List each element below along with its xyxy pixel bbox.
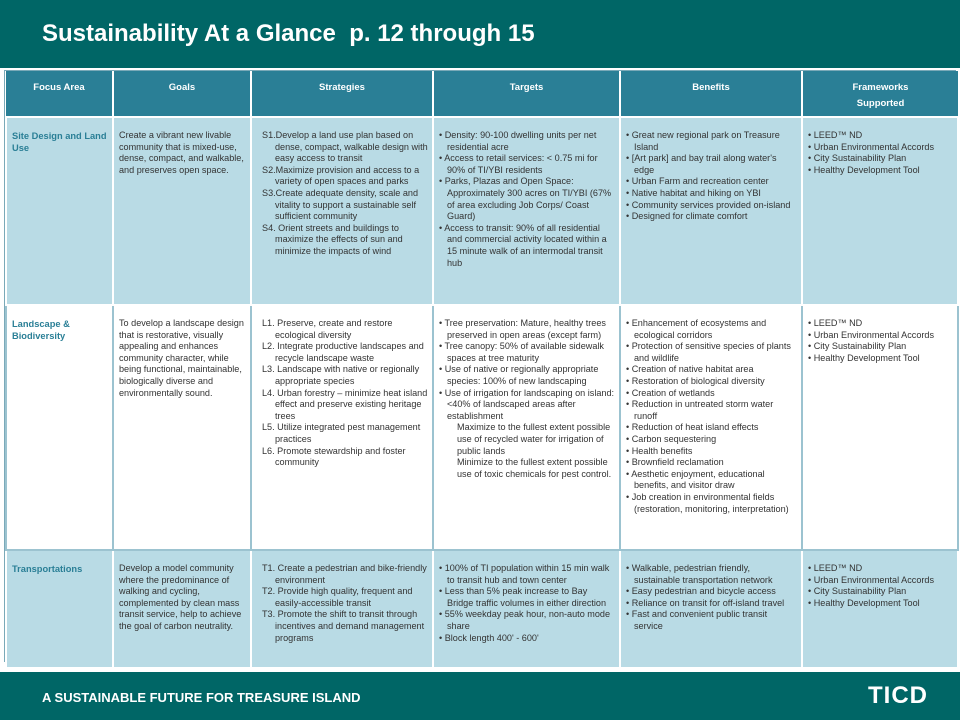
- target-item: • Tree preservation: Mature, healthy trees preserved in open areas (except farm): [439, 318, 606, 340]
- goals-cell: Create a vibrant new livable community that is mixed-use, dense, compact, and walkable, and preserves open space.: [113, 117, 251, 305]
- footer-bar: [0, 672, 960, 720]
- strategy-item: S1.Develop a land use plan based on dense, compact, walkable design with easy access to transit: [262, 130, 428, 164]
- title-bar: [0, 0, 960, 68]
- benefit-item: • Restoration of biological diversity: [626, 375, 765, 386]
- focus-area-cell: Site Design and Land Use: [6, 117, 113, 305]
- strategies-cell: [251, 550, 433, 668]
- strategies-cell: [251, 117, 433, 305]
- strategy-item: L4. Urban forestry – minimize heat island effect and preserve existing heritage trees: [262, 387, 428, 421]
- target-subitem: Maximize to the fullest extent possible use of recycled water for irrigation of public lands: [457, 422, 611, 456]
- benefit-item: • Aesthetic enjoyment, educational benefits, and visitor draw: [626, 468, 765, 491]
- frameworks-cell: [802, 550, 958, 668]
- benefit-item: • [Art park] and bay trail along water's edge: [626, 153, 777, 175]
- table-row: [6, 550, 958, 668]
- strategy-item: L6. Promote stewardship and foster community: [262, 445, 406, 468]
- column-header-focus-area: Focus Area: [6, 71, 113, 117]
- target-item: • Density: 90-100 dwelling units per net residential acre: [439, 130, 597, 152]
- column-header-benefits: Benefits: [620, 71, 802, 117]
- targets-cell: [433, 117, 620, 305]
- framework-item: • LEED™ ND: [808, 130, 863, 140]
- benefit-item: • Easy pedestrian and bicycle access: [626, 586, 776, 597]
- table-row: [6, 305, 958, 550]
- frameworks-cell: [802, 117, 958, 305]
- table-header-row: [6, 71, 958, 117]
- benefits-cell: [620, 550, 802, 668]
- benefit-item: • Walkable, pedestrian friendly, sustainable transportation network: [626, 563, 773, 585]
- framework-item: • City Sustainability Plan: [808, 341, 907, 352]
- focus-area-cell: Transportations: [6, 550, 113, 668]
- strategy-item: L5. Utilize integrated pest management practices: [262, 422, 421, 444]
- benefit-item: • Reduction of heat island effects: [626, 422, 759, 433]
- framework-item: • LEED™ ND: [808, 563, 863, 573]
- target-item: • Block length 400' - 600': [439, 632, 539, 643]
- target-item: • 100% of TI population within 15 min walk to transit hub and town center: [439, 563, 610, 585]
- goals-cell: Develop a model community where the predominance of walking and cycling, complemented by clean mass transit service, help to achieve the goal of carbon neutrality.: [113, 550, 251, 668]
- goals-cell: To develop a landscape design that is restorative, visually appealing and enhances community character, while being functional, maintainable, biologically diverse and environmentally sound.: [113, 305, 251, 550]
- benefit-item: • Carbon sequestering: [626, 433, 717, 444]
- framework-item: • LEED™ ND: [808, 318, 863, 328]
- slide-title: Sustainability At a Glance p. 12 through 15: [42, 20, 535, 47]
- framework-item: • Urban Environmental Accords: [808, 141, 935, 152]
- framework-item: • Healthy Development Tool: [808, 597, 920, 608]
- benefits-cell: [620, 117, 802, 305]
- column-header-targets: Targets: [433, 71, 620, 117]
- benefit-item: • Health benefits: [626, 445, 693, 456]
- benefit-item: • Protection of sensitive species of plants and wildlife: [626, 341, 791, 363]
- benefit-item: • Community services provided on-island: [626, 199, 791, 210]
- benefit-item: • Reliance on transit for off-island travel: [626, 597, 785, 608]
- benefit-item: • Brownfield reclamation: [626, 457, 724, 468]
- strategy-item: S2.Maximize provision and access to a variety of open spaces and parks: [262, 164, 420, 187]
- table-row: [6, 117, 958, 305]
- benefit-item: • Job creation in environmental fields (restoration, monitoring, interpretation): [626, 491, 789, 514]
- benefit-item: • Native habitat and hiking on YBI: [626, 187, 761, 198]
- target-item: • Less than 5% peak increase to Bay Bridge traffic volumes in either direction: [439, 586, 607, 608]
- benefit-item: • Designed for climate comfort: [626, 211, 748, 222]
- strategy-item: S3.Create adequate density, scale and vitality to support a sustainable self sufficient community: [262, 187, 419, 222]
- focus-area-cell: Landscape & Biodiversity: [6, 305, 113, 550]
- target-item: • Access to retail services: < 0.75 mi for 90% of TI/YBI residents: [439, 153, 598, 175]
- target-item: • Tree canopy: 50% of available sidewalk spaces at tree maturity: [439, 341, 604, 363]
- framework-item: • Urban Environmental Accords: [808, 574, 935, 585]
- benefit-item: • Enhancement of ecosystems and ecological corridors: [626, 318, 767, 340]
- sustainability-table: [4, 70, 956, 662]
- target-subitem: Minimize to the fullest extent possible use of toxic chemicals for pest control.: [457, 457, 612, 479]
- benefits-cell: [620, 305, 802, 550]
- framework-item: • Healthy Development Tool: [808, 164, 920, 175]
- strategies-cell: [251, 305, 433, 550]
- benefit-item: • Urban Farm and recreation center: [626, 176, 769, 187]
- column-header-frameworks: Frameworks Supported: [802, 71, 958, 117]
- framework-item: • Urban Environmental Accords: [808, 329, 935, 340]
- column-header-strategies: Strategies: [251, 71, 433, 117]
- framework-item: • City Sustainability Plan: [808, 586, 907, 597]
- target-item: • Use of native or regionally appropriate species: 100% of new landscaping: [439, 364, 599, 386]
- benefit-item: • Great new regional park on Treasure Island: [626, 130, 780, 152]
- strategy-item: L1. Preserve, create and restore ecological diversity: [262, 318, 393, 340]
- benefit-item: • Creation of native habitat area: [626, 364, 754, 375]
- frameworks-cell: [802, 305, 958, 550]
- target-item: • 55% weekday peak hour, non-auto mode share: [439, 609, 611, 631]
- targets-cell: [433, 550, 620, 668]
- table: [5, 71, 959, 669]
- strategy-item: L2. Integrate productive landscapes and recycle landscape waste: [262, 341, 424, 363]
- framework-item: • Healthy Development Tool: [808, 352, 920, 363]
- target-item: • Parks, Plazas and Open Space: Approximately 300 acres on TI/YBI (67% of area excluding Job Corps/ Coast Guard): [439, 176, 612, 222]
- column-header-goals: Goals: [113, 71, 251, 117]
- strategy-item: T2. Provide high quality, frequent and easily-accessible transit: [262, 586, 413, 608]
- strategy-item: S4. Orient streets and buildings to maximize the effects of sun and minimize the impacts of wind: [262, 222, 403, 256]
- strategy-item: T3. Promote the shift to transit through incentives and demand management programs: [262, 609, 425, 643]
- ticd-logo: TICD: [868, 682, 928, 709]
- benefit-item: • Fast and convenient public transit service: [626, 609, 768, 631]
- framework-item: • City Sustainability Plan: [808, 153, 907, 164]
- benefit-item: • Creation of wetlands: [626, 387, 715, 398]
- footer-tagline: A SUSTAINABLE FUTURE FOR TREASURE ISLAND: [42, 690, 361, 705]
- benefit-item: • Reduction in untreated storm water runoff: [626, 399, 774, 421]
- strategy-item: L3. Landscape with native or regionally appropriate species: [262, 364, 420, 386]
- targets-cell: [433, 305, 620, 550]
- target-item: • Use of irrigation for landscaping on island: <40% of landscaped areas after establishment: [439, 387, 615, 421]
- target-item: • Access to transit: 90% of all residential and commercial activity located within a 15 minute walk of an intermodal transit hub: [439, 222, 607, 268]
- strategy-item: T1. Create a pedestrian and bike-friendly environment: [262, 563, 427, 585]
